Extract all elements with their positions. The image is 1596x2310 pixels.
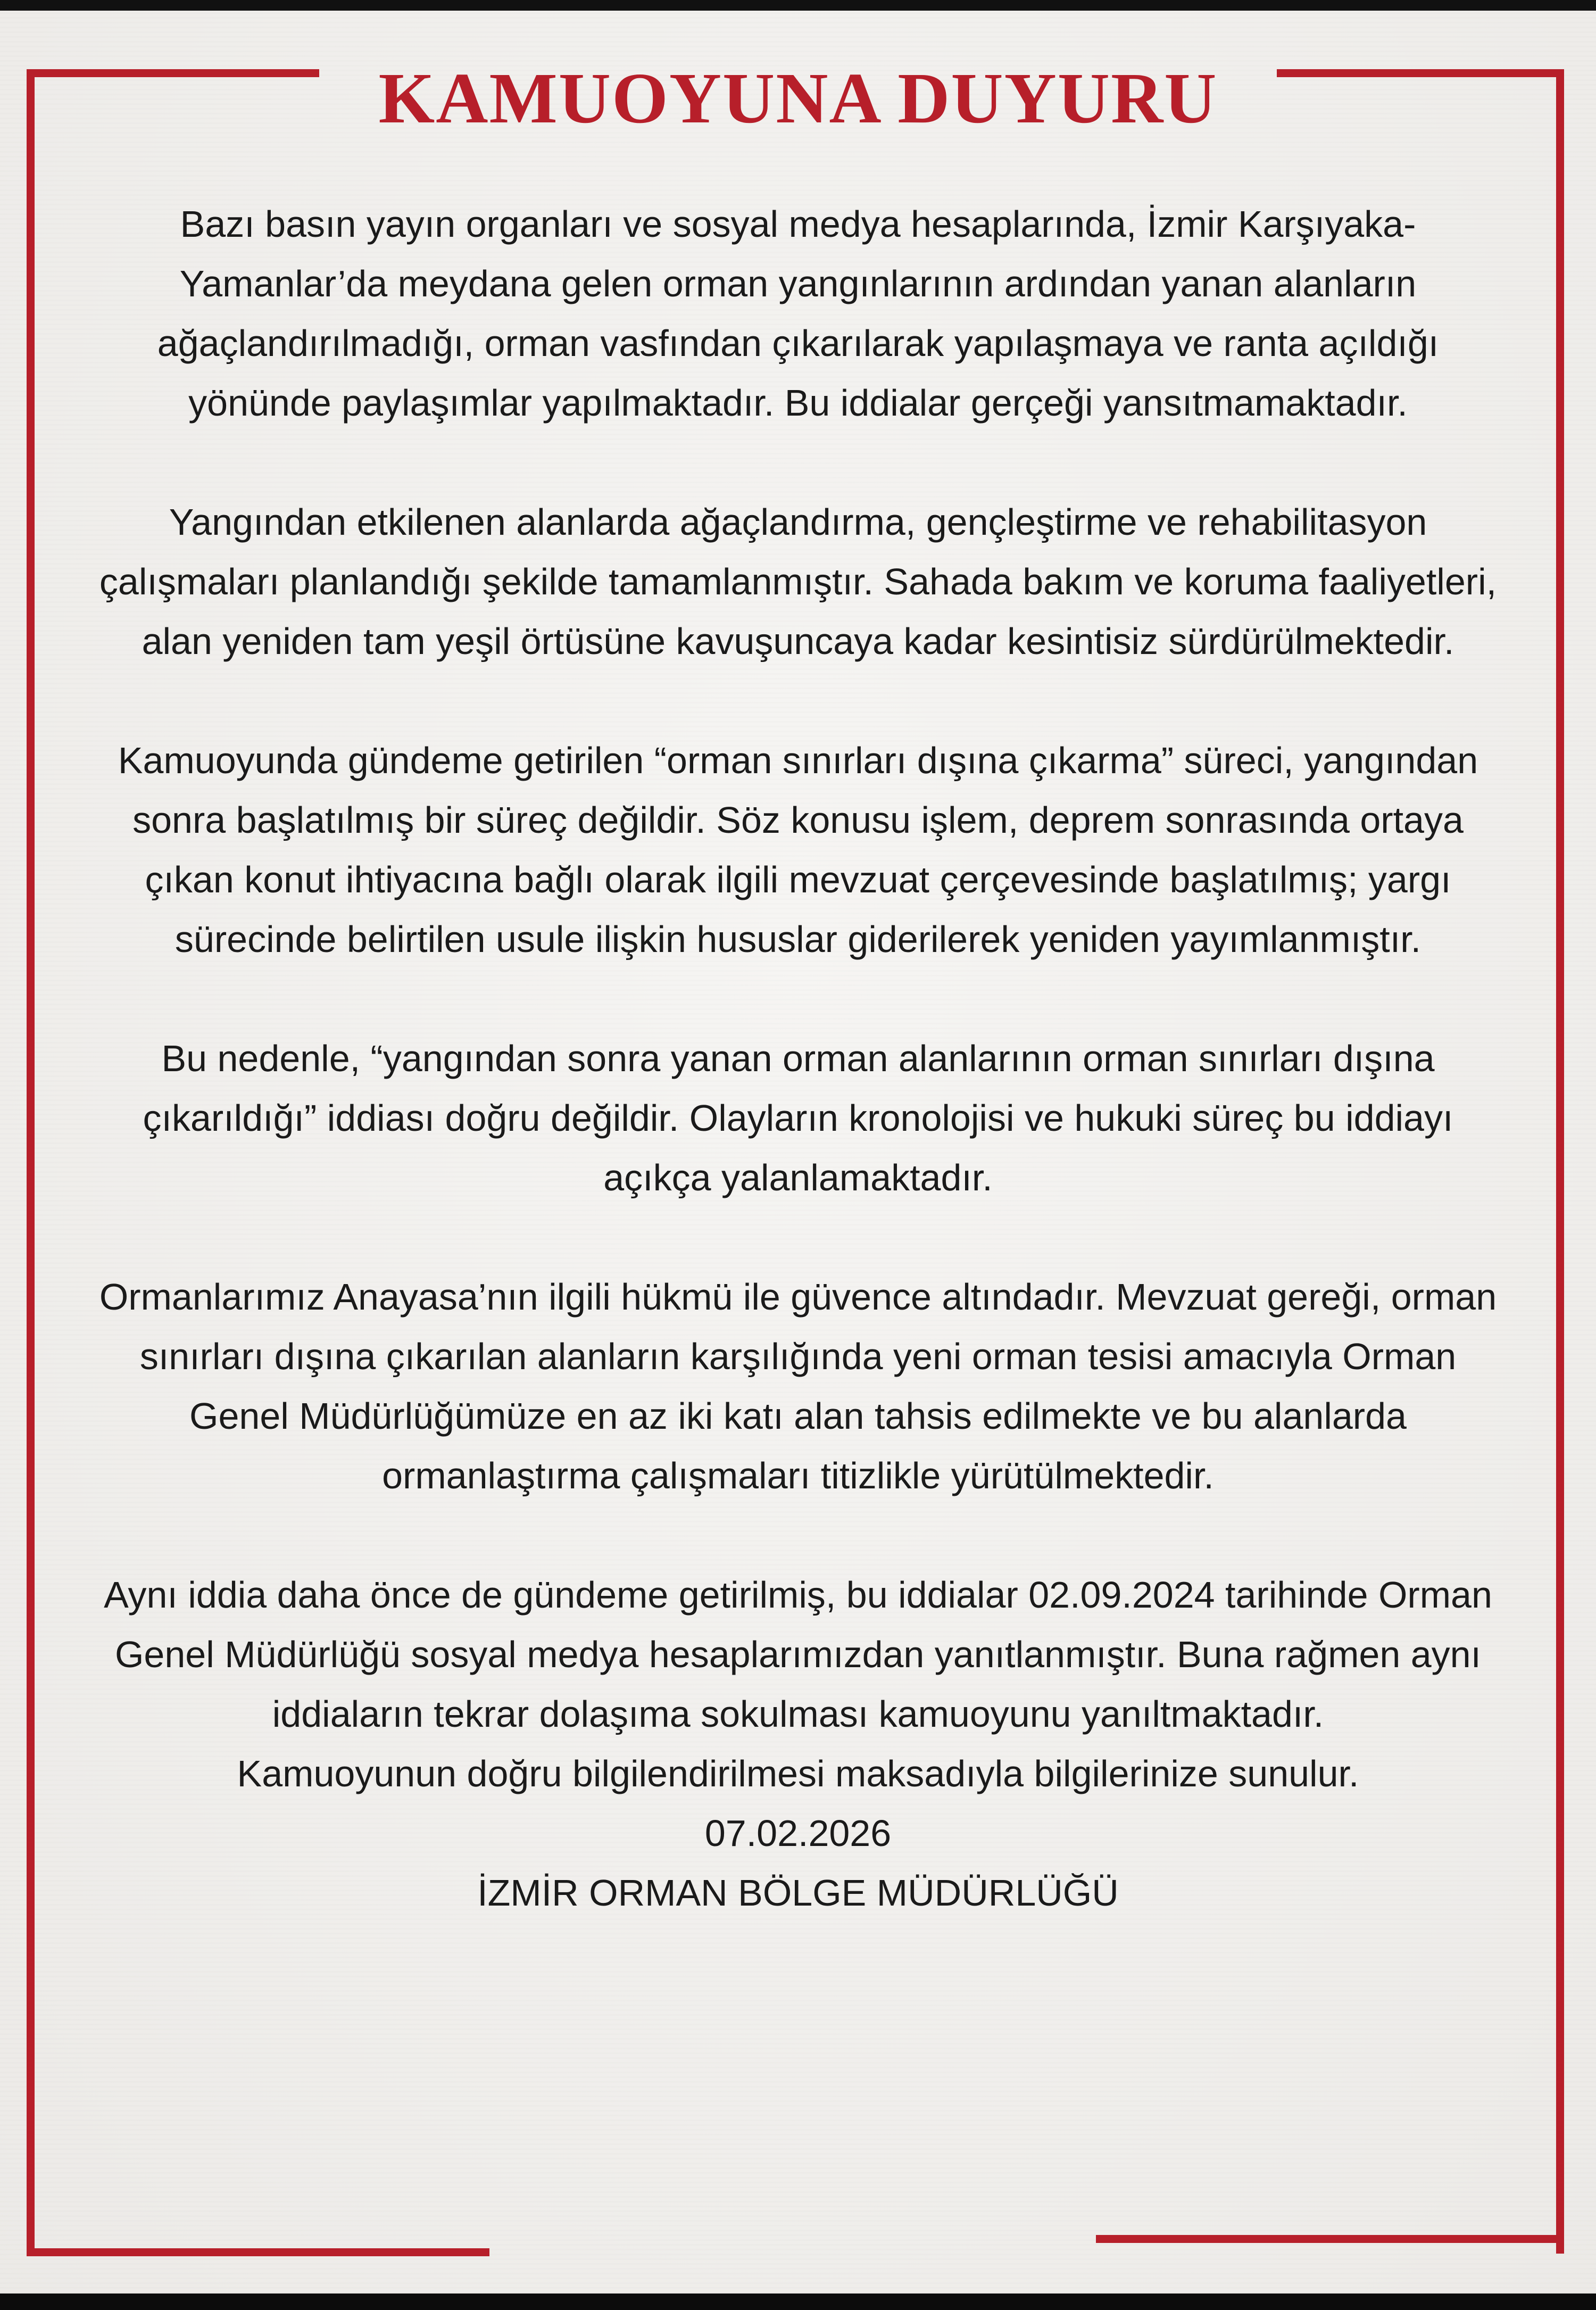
frame-left-border xyxy=(27,69,35,2256)
bottom-dark-bar xyxy=(0,2294,1596,2310)
frame-top-right-border xyxy=(1277,69,1564,77)
closing-statement: Kamuoyunun doğru bilgilendirilmesi maksadıyla bilgilerinize sunulur. xyxy=(237,1753,1359,1794)
announcement-sheet xyxy=(0,11,1596,2294)
page-title: KAMUOYUNA DUYURU xyxy=(378,59,1218,138)
frame-right-border xyxy=(1556,69,1564,2254)
frame-top-left-border xyxy=(27,69,319,77)
paragraph-1: Bazı basın yayın organları ve sosyal medya hesaplarında, İzmir Karşıyaka-Yamanlar’da meydana gelen orman yangınlarının ardından yanan alanların ağaçlandırılmadığı, orman vasfından çıkarılarak yapılaşmaya ve ranta açıldığı yönünde paylaşımlar yapılmaktadır. Bu iddialar gerçeği yansıtmamaktadır. xyxy=(157,203,1439,424)
paragraph-4: Bu nedenle, “yangından sonra yanan orman alanlarının orman sınırları dışına çıkarıldığı” iddiası doğru değildir. Olayların kronolojisi ve hukuki süreç bu iddiayı açıkça yalanlamaktadır. xyxy=(143,1038,1453,1198)
announcement-body xyxy=(85,194,1511,1923)
announcement-date: 07.02.2026 xyxy=(704,1812,892,1854)
paragraph-3: Kamuoyunda gündeme getirilen “orman sınırları dışına çıkarma” süreci, yangından sonra başlatılmış bir süreç değildir. Söz konusu işlem, deprem sonrasında ortaya çıkan konut ihtiyacına bağlı olarak ilgili mevzuat çerçevesinde başlatılmış; yargı sürecinde belirtilen usule ilişkin hususlar giderilerek yeniden yayımlanmıştır. xyxy=(118,740,1478,960)
paragraph-2: Yangından etkilenen alanlarda ağaçlandırma, gençleştirme ve rehabilitasyon çalışmaları planlandığı şekilde tamamlanmıştır. Sahada bakım ve koruma faaliyetleri, alan yeniden tam yeşil örtüsüne kavuşuncaya kadar kesintisiz sürdürülmektedir. xyxy=(99,501,1497,662)
paragraph-5: Ormanlarımız Anayasa’nın ilgili hükmü ile güvence altındadır. Mevzuat gereği, orman sınırları dışına çıkarılan alanların karşılığında yeni orman tesisi amacıyla Orman Genel Müdürlüğümüze en az iki katı alan tahsis edilmekte ve bu alanlarda ormanlaştırma çalışmaları titizlikle yürütülmektedir. xyxy=(99,1276,1497,1496)
issuer-signature: İZMİR ORMAN BÖLGE MÜDÜRLÜĞÜ xyxy=(477,1872,1119,1914)
frame-bottom-left-border xyxy=(27,2248,489,2256)
frame-bottom-right-border xyxy=(1096,2235,1564,2243)
paragraph-6: Aynı iddia daha önce de gündeme getirilmiş, bu iddialar 02.09.2024 tarihinde Orman Genel Müdürlüğü sosyal medya hesaplarımızdan yanıtlanmıştır. Buna rağmen aynı iddiaların tekrar dolaşıma sokulması kamuoyunu yanıltmaktadır. xyxy=(104,1574,1492,1735)
